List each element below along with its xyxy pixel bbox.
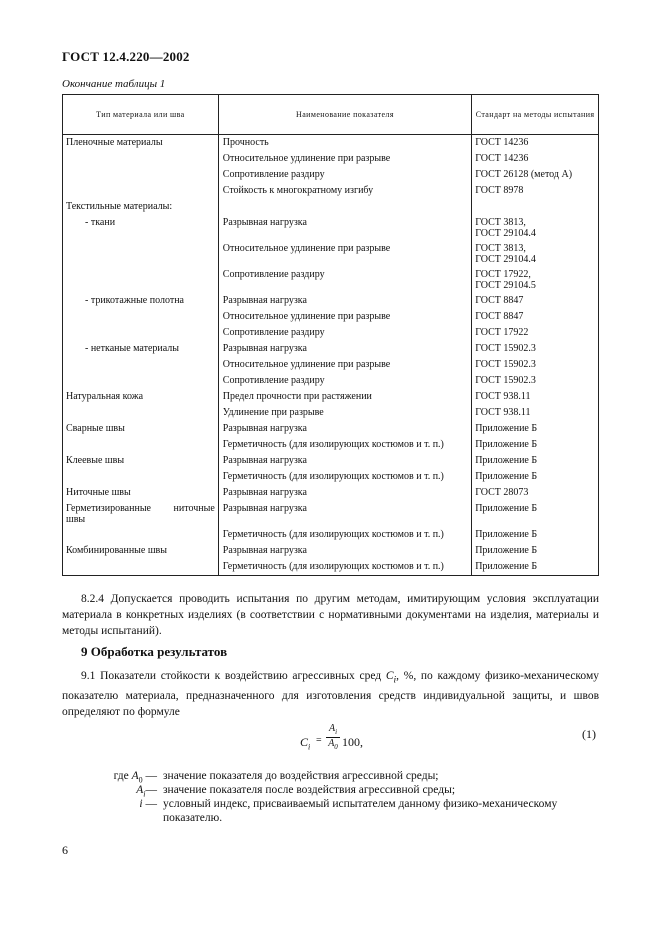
cell-material-type: Ниточные швы bbox=[63, 485, 219, 501]
table-row bbox=[63, 453, 599, 469]
cell-material-type bbox=[63, 241, 219, 267]
table-row bbox=[63, 215, 599, 241]
formula-multiplier: 100, bbox=[342, 735, 363, 749]
table-body bbox=[63, 135, 599, 576]
cell-indicator: Герметичность (для изолирующих костюмов и т. п.) bbox=[218, 469, 471, 485]
table-row bbox=[63, 437, 599, 453]
cell-indicator: Сопротивление раздиру bbox=[218, 267, 471, 293]
cell-standard: Приложение Б bbox=[472, 469, 599, 485]
cell-material-type: Натуральная кожа bbox=[63, 389, 219, 405]
definition-item: где $A_0$ — значение показателя до воздействия агрессивной среды; bbox=[62, 769, 599, 783]
formula-lhs: $C_i$ bbox=[300, 735, 311, 752]
table-row bbox=[63, 241, 599, 267]
table-caption: Окончание таблицы 1 bbox=[62, 78, 166, 90]
table-row bbox=[63, 199, 599, 215]
cell-material-type: Комбинированные швы bbox=[63, 543, 219, 559]
document-header: ГОСТ 12.4.220—2002 bbox=[62, 49, 190, 64]
table-row bbox=[63, 293, 599, 309]
cell-material-type: Клеевые швы bbox=[63, 453, 219, 469]
cell-material-type: - ткани bbox=[63, 215, 219, 241]
clause-8-2-4-text: 8.2.4 Допускается проводить испытания по другим методам, имитирующим условия эксплуатации материала в конкретных изделиях (в соответствии с нормативными документами на изделия, материалы и методы испытаний). bbox=[62, 593, 599, 637]
table-row bbox=[63, 405, 599, 421]
column-header-material-type: Тип материала или шва bbox=[63, 95, 219, 135]
cell-indicator: Относительное удлинение при разрыве bbox=[218, 309, 471, 325]
cell-standard: ГОСТ 938.11 bbox=[472, 389, 599, 405]
cell-material-type bbox=[63, 167, 219, 183]
cell-material-type bbox=[63, 325, 219, 341]
clause-8-2-4 bbox=[62, 591, 599, 639]
table-row bbox=[63, 267, 599, 293]
cell-material-type: Пленочные материалы bbox=[63, 135, 219, 152]
table-row bbox=[63, 183, 599, 199]
table-row bbox=[63, 559, 599, 576]
cell-standard: Приложение Б bbox=[472, 437, 599, 453]
cell-indicator: Герметичность (для изолирующих костюмов и т. п.) bbox=[218, 437, 471, 453]
cell-indicator bbox=[218, 199, 471, 215]
table-row bbox=[63, 309, 599, 325]
cell-standard: ГОСТ 14236 bbox=[472, 135, 599, 152]
cell-indicator: Разрывная нагрузка bbox=[218, 485, 471, 501]
cell-standard: Приложение Б bbox=[472, 501, 599, 527]
cell-standard bbox=[472, 199, 599, 215]
cell-material-type bbox=[63, 183, 219, 199]
cell-material-type bbox=[63, 151, 219, 167]
cell-indicator: Разрывная нагрузка bbox=[218, 341, 471, 357]
cell-standard: ГОСТ 14236 bbox=[472, 151, 599, 167]
cell-indicator: Сопротивление раздиру bbox=[218, 325, 471, 341]
cell-material-type: Текстильные материалы: bbox=[63, 199, 219, 215]
table-row bbox=[63, 341, 599, 357]
table-row bbox=[63, 151, 599, 167]
cell-standard: Приложение Б bbox=[472, 559, 599, 576]
cell-standard: ГОСТ 3813, ГОСТ 29104.4 bbox=[472, 241, 599, 267]
where-word: где bbox=[113, 770, 129, 782]
cell-indicator: Прочность bbox=[218, 135, 471, 152]
table-row bbox=[63, 501, 599, 527]
cell-material-type bbox=[63, 405, 219, 421]
cell-indicator: Разрывная нагрузка bbox=[218, 543, 471, 559]
table-row bbox=[63, 485, 599, 501]
cell-indicator: Герметичность (для изолирующих костюмов и т. п.) bbox=[218, 559, 471, 576]
clause-9-1-before: 9.1 Показатели стойкости к воздействию агрессивных сред bbox=[81, 670, 386, 682]
cell-material-type bbox=[63, 309, 219, 325]
formula-numerator: $A_i$ bbox=[326, 723, 340, 738]
clause-9-1 bbox=[62, 668, 599, 720]
table-row bbox=[63, 389, 599, 405]
table-row bbox=[63, 325, 599, 341]
cell-standard: Приложение Б bbox=[472, 543, 599, 559]
cell-standard: ГОСТ 26128 (метод А) bbox=[472, 167, 599, 183]
cell-indicator: Удлинение при разрыве bbox=[218, 405, 471, 421]
cell-indicator: Сопротивление раздиру bbox=[218, 167, 471, 183]
clause-9-1-symbol: $C_i$ bbox=[385, 670, 397, 686]
table-row bbox=[63, 527, 599, 543]
cell-standard: Приложение Б bbox=[472, 421, 599, 437]
formula-number: (1) bbox=[582, 727, 596, 741]
cell-material-type bbox=[63, 357, 219, 373]
table-row bbox=[63, 543, 599, 559]
cell-standard: ГОСТ 8847 bbox=[472, 309, 599, 325]
cell-standard: ГОСТ 8978 bbox=[472, 183, 599, 199]
cell-standard: Приложение Б bbox=[472, 527, 599, 543]
cell-standard: ГОСТ 28073 bbox=[472, 485, 599, 501]
test-methods-table bbox=[62, 94, 599, 576]
cell-indicator: Предел прочности при растяжении bbox=[218, 389, 471, 405]
page-number: 6 bbox=[62, 843, 68, 857]
cell-standard: ГОСТ 8847 bbox=[472, 293, 599, 309]
definition-text: значение показателя после воздействия агрессивной среды; bbox=[163, 784, 456, 796]
definition-item: i — условный индекс, присваиваемый испытателем данному физико-механическому показателю. bbox=[62, 797, 599, 825]
column-header-standard: Стандарт на методы испытания bbox=[472, 95, 599, 135]
cell-standard: ГОСТ 17922 bbox=[472, 325, 599, 341]
formula-equals: = bbox=[316, 735, 322, 746]
formula-fraction bbox=[326, 723, 340, 751]
cell-material-type: - нетканые материалы bbox=[63, 341, 219, 357]
definition-item: $A_i—$ значение показателя после воздействия агрессивной среды; bbox=[62, 783, 599, 797]
definition-text: значение показателя до воздействия агрессивной среды; bbox=[163, 770, 439, 782]
table-row bbox=[63, 357, 599, 373]
column-header-indicator: Наименование показателя bbox=[218, 95, 471, 135]
cell-indicator: Сопротивление раздиру bbox=[218, 373, 471, 389]
cell-indicator: Разрывная нагрузка bbox=[218, 293, 471, 309]
cell-material-type bbox=[63, 559, 219, 576]
cell-material-type bbox=[63, 373, 219, 389]
definitions-list bbox=[62, 769, 599, 825]
table-row bbox=[63, 469, 599, 485]
cell-indicator: Разрывная нагрузка bbox=[218, 215, 471, 241]
cell-indicator: Герметичность (для изолирующих костюмов и т. п.) bbox=[218, 527, 471, 543]
cell-standard: ГОСТ 3813, ГОСТ 29104.4 bbox=[472, 215, 599, 241]
cell-indicator: Разрывная нагрузка bbox=[218, 453, 471, 469]
cell-indicator: Разрывная нагрузка bbox=[218, 421, 471, 437]
cell-material-type bbox=[63, 267, 219, 293]
formula-denominator: $A_0$ bbox=[328, 738, 338, 751]
cell-material-type bbox=[63, 469, 219, 485]
cell-standard: ГОСТ 15902.3 bbox=[472, 373, 599, 389]
definition-text: условный индекс, присваиваемый испытателем данному физико-механическому показателю. bbox=[163, 798, 558, 824]
cell-standard: Приложение Б bbox=[472, 453, 599, 469]
cell-indicator: Разрывная нагрузка bbox=[218, 501, 471, 527]
section-9-title: 9 Обработка результатов bbox=[81, 644, 228, 659]
cell-material-type: Герметизированные ниточные швы bbox=[63, 501, 219, 527]
cell-material-type bbox=[63, 527, 219, 543]
cell-indicator: Относительное удлинение при разрыве bbox=[218, 241, 471, 267]
cell-material-type: Сварные швы bbox=[63, 421, 219, 437]
cell-indicator: Относительное удлинение при разрыве bbox=[218, 151, 471, 167]
cell-standard: ГОСТ 15902.3 bbox=[472, 357, 599, 373]
table-row bbox=[63, 373, 599, 389]
cell-material-type: - трикотажные полотна bbox=[63, 293, 219, 309]
table-row bbox=[63, 135, 599, 152]
clause-9-1-after: , %, по каждому физико-механическому показателю материала, предназначенного для изготовления средств индивидуальной защиты, и швов определяют по формуле bbox=[62, 670, 599, 719]
cell-indicator: Относительное удлинение при разрыве bbox=[218, 357, 471, 373]
cell-standard: ГОСТ 15902.3 bbox=[472, 341, 599, 357]
table-row bbox=[63, 421, 599, 437]
cell-standard: ГОСТ 17922, ГОСТ 29104.5 bbox=[472, 267, 599, 293]
cell-material-type bbox=[63, 437, 219, 453]
table-header-row bbox=[63, 95, 599, 135]
cell-standard: ГОСТ 938.11 bbox=[472, 405, 599, 421]
table-row bbox=[63, 167, 599, 183]
cell-indicator: Стойкость к многократному изгибу bbox=[218, 183, 471, 199]
